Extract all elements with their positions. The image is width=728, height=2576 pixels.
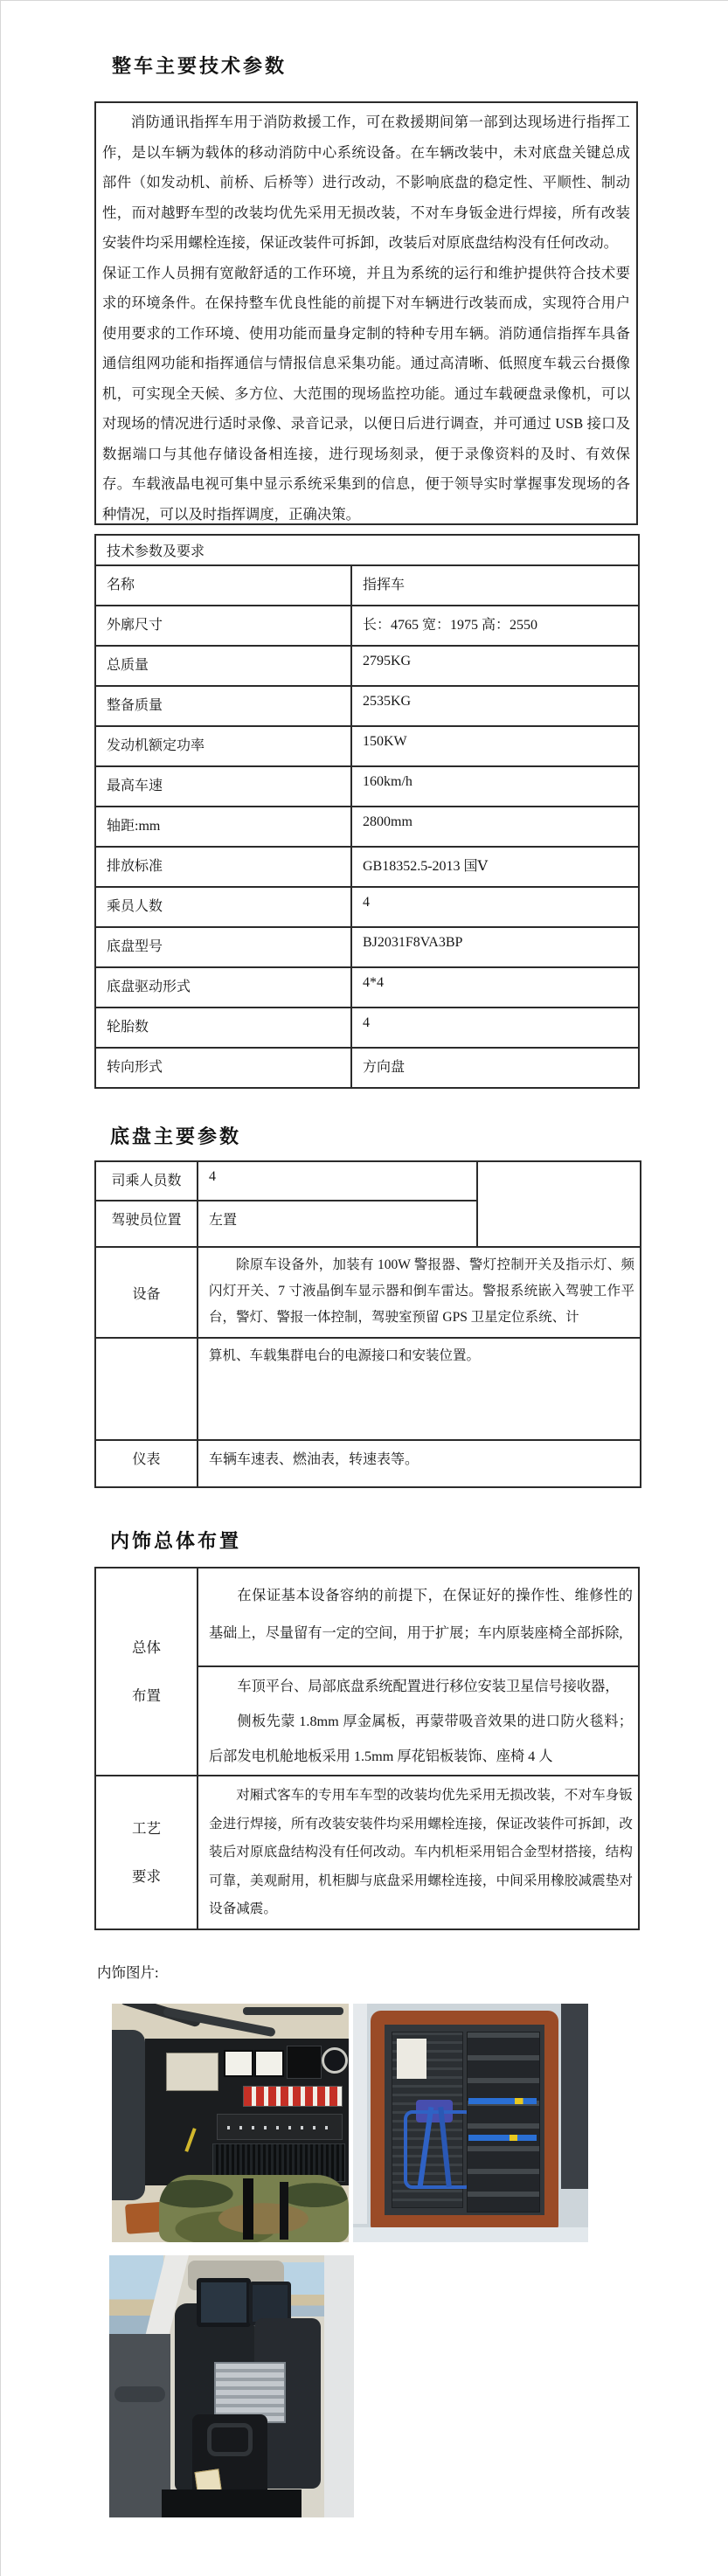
- interior-value: [198, 1776, 639, 1929]
- table-row: [95, 1008, 639, 1048]
- interior-photo-rack-wall: [112, 2004, 349, 2242]
- vehicle-spec-table: [94, 534, 640, 1089]
- spec-label: 转向形式: [95, 1048, 351, 1088]
- table-row: [95, 1440, 641, 1487]
- photo3-right-pillar: [324, 2255, 354, 2517]
- photo1-bag-strap: [243, 2178, 253, 2240]
- chassis-empty-cell: [477, 1161, 641, 1247]
- spec-value: 4*4: [351, 967, 639, 1008]
- photo2-floor: [353, 2227, 588, 2242]
- spec-label: 最高车速: [95, 766, 351, 807]
- table-row: [95, 1161, 641, 1201]
- photo3-headrest-monitor: [197, 2278, 251, 2327]
- chassis-label: 仪表: [95, 1440, 198, 1487]
- spec-label: 整备质量: [95, 686, 351, 726]
- table-row: [95, 726, 639, 766]
- table-row: [95, 766, 639, 807]
- spec-value: 2795KG: [351, 646, 639, 686]
- table-row: [95, 1776, 639, 1929]
- photo2-right-rack-units: [467, 2032, 540, 2212]
- photo1-label-plate: [166, 2053, 218, 2091]
- heading-vehicle-parameters: 整车主要技术参数: [112, 55, 288, 77]
- chassis-value: 车辆车速表、燃油表，转速表等。: [198, 1440, 641, 1487]
- chassis-label: [95, 1338, 198, 1440]
- table-row: [95, 887, 639, 927]
- spec-label: 底盘驱动形式: [95, 967, 351, 1008]
- spec-value: 长：4765 宽：1975 高：2550: [351, 606, 639, 646]
- photo1-rotary-switch-panel: [287, 2046, 322, 2079]
- photo1-analog-meter: [224, 2050, 253, 2077]
- photo1-camouflage-bag: [159, 2175, 349, 2242]
- overall-paragraph-1: 在保证基本设备容纳的前提下，在保证好的操作性、维修性的基础上，尽量留有一定的空间，用于扩展；车内原装座椅全部拆除,: [209, 1588, 633, 1641]
- chassis-label: 设备: [95, 1247, 198, 1338]
- interior-label-overall: [95, 1568, 198, 1776]
- photo2-right-door: [561, 2004, 588, 2189]
- table-row: [95, 1568, 639, 1666]
- spec-value: BJ2031F8VA3BP: [351, 927, 639, 967]
- intro-paragraph-2: 保证工作人员拥有宽敞舒适的工作环境，并且为系统的运行和维护提供符合技术要求的环境条件。在保持整车优良性能的前提下对车辆进行改装而成，实现符合用户使用要求的工作环境、使用功能而量身定制的特种专用车辆。消防通信指挥车具备通信组网功能和指挥通信与情报信息采集功能。通过高清晰、低照度车载云台摄像机，可实现全天候、多方位、大范围的现场监控功能。通过车载硬盘录像机，可以对现场的情况进行适时录像、录音记录，以便日后进行调查，并可通过 USB 接口及数据端口与其他存储设备相连接，进行现场刻录，便于录像资料的及时、有效保存。车载液晶电视可集中显示系统采集到的信息，便于领导实时掌握事发现场的各种情况，可以及时指挥调度，正确决策。: [102, 264, 630, 523]
- interior-label-craft: [95, 1776, 198, 1929]
- spec-label: 排放标准: [95, 847, 351, 887]
- interior-photos-label: 内饰图片:: [97, 1964, 159, 1981]
- spec-value: 指挥车: [351, 565, 639, 606]
- photo1-breaker-row: [243, 2086, 343, 2107]
- table-row: [95, 535, 639, 565]
- chassis-value: 4: [198, 1161, 477, 1201]
- spec-value: 4: [351, 887, 639, 927]
- interior-table: [94, 1567, 640, 1930]
- spec-label: 名称: [95, 565, 351, 606]
- interior-photo-rack-cabinet: [353, 2004, 588, 2242]
- table-row: [95, 1247, 641, 1338]
- photo1-ceiling-slat-icon: [243, 2007, 343, 2015]
- table-row: [95, 1338, 641, 1440]
- spec-table-header: 技术参数及要求: [95, 535, 639, 565]
- spec-value: GB18352.5-2013 国Ⅴ: [351, 847, 639, 887]
- overall-paragraph-2: 车顶平台、局部底盘系统配置进行移位安装卫星信号接收器，: [237, 1679, 620, 1694]
- spec-value: 4: [351, 1008, 639, 1048]
- interior-label-line: 总体: [132, 1639, 161, 1656]
- spec-value: 方向盘: [351, 1048, 639, 1088]
- photo1-round-gauge-icon: [322, 2047, 348, 2074]
- spec-label: 轮胎数: [95, 1008, 351, 1048]
- table-row: [95, 1048, 639, 1088]
- chassis-value: [198, 1247, 641, 1338]
- chassis-value: [198, 1338, 641, 1440]
- table-row: [95, 565, 639, 606]
- table-row: [95, 686, 639, 726]
- spec-value: 150KW: [351, 726, 639, 766]
- spec-value: 160km/h: [351, 766, 639, 807]
- heading-interior-layout: 内饰总体布置: [110, 1530, 242, 1552]
- table-row: [95, 967, 639, 1008]
- photo3-bag-handle-icon: [207, 2423, 253, 2456]
- interior-label-line: 要求: [132, 1868, 161, 1885]
- photo2-white-label: [397, 2039, 426, 2079]
- chassis-value: 左置: [198, 1201, 477, 1247]
- table-row: [95, 646, 639, 686]
- interior-value: [198, 1568, 639, 1666]
- photo2-led-strip: [468, 2098, 537, 2104]
- photo1-seat: [112, 2030, 145, 2200]
- chassis-label: 司乘人员数: [95, 1161, 198, 1201]
- heading-chassis-parameters: 底盘主要参数: [110, 1125, 242, 1147]
- photo1-port-dots: [227, 2126, 332, 2129]
- interior-photo-rear-cabin: [109, 2255, 354, 2517]
- spec-label: 轴距:mm: [95, 807, 351, 847]
- chassis-label: 驾驶员位置: [95, 1201, 198, 1247]
- spec-value: 2535KG: [351, 686, 639, 726]
- photo2-left-pillar: [353, 2004, 367, 2224]
- photo3-floor-shadow: [162, 2489, 302, 2517]
- spec-label: 外廓尺寸: [95, 606, 351, 646]
- photo3-door-armrest: [114, 2386, 165, 2402]
- spec-label: 底盘型号: [95, 927, 351, 967]
- photo1-bag-strap: [280, 2182, 288, 2240]
- table-row: [95, 807, 639, 847]
- equipment-text: 除原车设备外，加装有 100W 警报器、警灯控制开关及指示灯、频闪灯开关、7 寸液晶倒车显示器和倒车雷达。警报系统嵌入驾驶工作平台，警灯、警报一体控制，驾驶室预留 GPS 卫星定位系统、计: [209, 1257, 634, 1325]
- photo1-analog-meter: [254, 2050, 284, 2077]
- table-row: [95, 927, 639, 967]
- vehicle-intro-box: [94, 101, 638, 525]
- chassis-table: [94, 1160, 641, 1488]
- spec-value: 2800mm: [351, 807, 639, 847]
- photo2-led-strip: [468, 2135, 537, 2141]
- interior-label-line: 工艺: [132, 1820, 161, 1837]
- spec-label: 乘员人数: [95, 887, 351, 927]
- table-row: [95, 606, 639, 646]
- overall-paragraph-3: 侧板先蒙 1.8mm 厚金属板，再蒙带吸音效果的进口防火毯料；后部发电机舱地板采用 1.5mm 厚花铝板装饰、座椅 4 人: [209, 1714, 633, 1764]
- craft-text: 对厢式客车的专用车车型的改装均优先采用无损改装，不对车身钣金进行焊接，所有改装安装件均采用螺栓连接，保证改装件可拆卸，改装后对原底盘结构没有任何改动。车内机柜采用铝合金型材搭接，结构可靠，美观耐用，机柜脚与底盘采用螺栓连接，中间采用橡胶减震垫对设备减震。: [209, 1788, 633, 1916]
- interior-label-line: 布置: [132, 1687, 161, 1704]
- interior-value: [198, 1666, 639, 1776]
- table-row: [95, 847, 639, 887]
- intro-paragraph-1: 消防通讯指挥车用于消防救援工作，可在救援期间第一部到达现场进行指挥工作，是以车辆为载体的移动消防中心系统设备。在车辆改装中，未对底盘关键总成部件（如发动机、前桥、后桥等）进行改动，不影响底盘的稳定性、平顺性、制动性，而对越野车型的改装均优先采用无损改装，不对车身钣金进行焊接，所有改装安装件均采用螺栓连接，保证改装件可拆卸，改装后对原底盘结构没有任何改动。: [102, 114, 630, 251]
- spec-label: 发动机额定功率: [95, 726, 351, 766]
- spec-label: 总质量: [95, 646, 351, 686]
- equipment-continued-text: 算机、车载集群电台的电源接口和安装位置。: [209, 1348, 481, 1363]
